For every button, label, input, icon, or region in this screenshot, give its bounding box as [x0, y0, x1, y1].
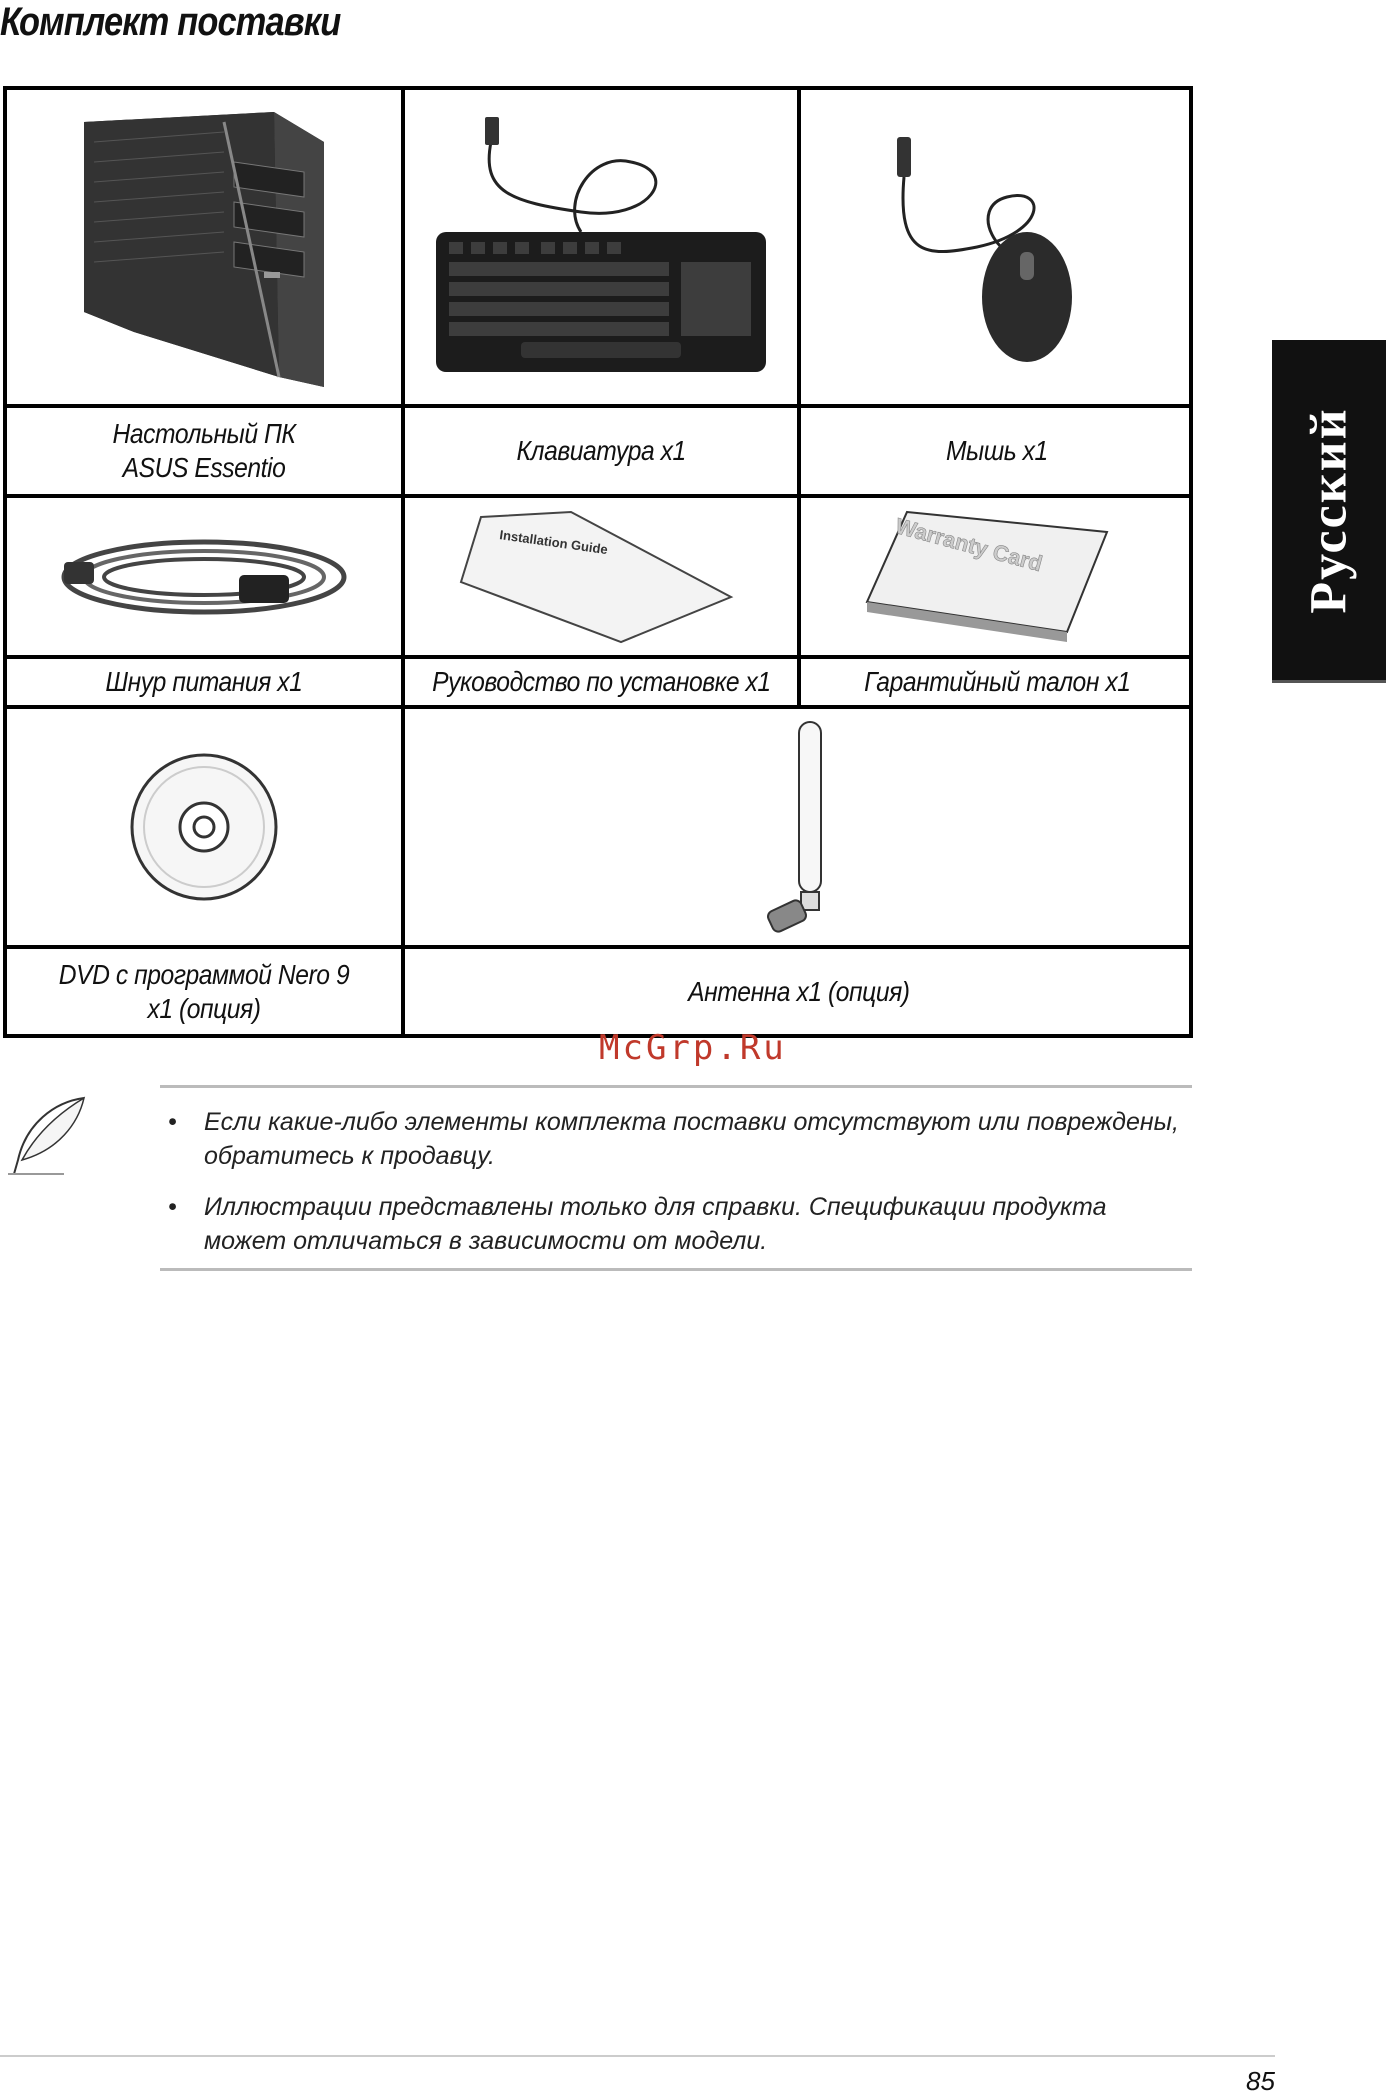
mouse-image-cell [801, 90, 1193, 404]
page-number: 85 [1246, 2066, 1275, 2096]
power-cord-image-cell [7, 498, 401, 655]
installation-guide-icon [441, 507, 761, 647]
keyboard-image-cell [405, 90, 797, 404]
antenna-image-cell [405, 709, 1193, 945]
package-contents-table [3, 86, 1193, 1038]
page-title: Комплект поставки [0, 0, 341, 44]
guide-cover-text: Installation Guide [498, 526, 609, 557]
warranty-cover-text: Warranty Card [892, 512, 1045, 576]
bullet: • [168, 1193, 177, 1221]
install-guide-image-cell [405, 498, 797, 655]
dvd-image-cell [7, 709, 401, 945]
desktop-pc-icon [74, 102, 334, 392]
note-top-rule [160, 1085, 1192, 1088]
language-tab [1272, 340, 1386, 683]
pc-label-cell [7, 408, 401, 494]
warranty-card-icon [847, 507, 1147, 647]
warranty-label: Гарантийный талон x1 [863, 666, 1131, 697]
note-text: Если какие-либо элементы комплекта поставки отсутствуют или повреждены, обратитесь к продавцу. [204, 1108, 1179, 1170]
power-cord-icon [44, 517, 364, 637]
power-cord-label-cell [7, 659, 401, 705]
note-bottom-rule [160, 1268, 1192, 1271]
keyboard-label: Клавиатура x1 [516, 435, 686, 466]
antenna-label: Антенна x1 (опция) [688, 975, 910, 1007]
warranty-image-cell [801, 498, 1193, 655]
keyboard-icon [421, 102, 781, 392]
mouse-label: Мышь x1 [946, 435, 1048, 466]
install-guide-label-cell [405, 659, 797, 705]
dvd-label-cell [7, 949, 401, 1034]
feather-note-icon [4, 1094, 90, 1180]
mouse-icon [867, 117, 1127, 377]
bullet: • [168, 1108, 177, 1136]
dvd-icon [114, 737, 294, 917]
dvd-label: DVD с программой Nero 9 x1 (опция) [58, 958, 350, 1024]
warranty-label-cell [801, 659, 1193, 705]
footer-rule [0, 2055, 1275, 2057]
install-guide-label: Руководство по установке x1 [431, 666, 771, 697]
pc-label: Настольный ПК ASUS Essentio [112, 418, 296, 483]
antenna-icon [759, 717, 839, 937]
antenna-label-cell [405, 949, 1193, 1034]
watermark: McGrp.Ru [599, 1028, 787, 1068]
language-tab-label: Русский [1300, 406, 1358, 614]
keyboard-label-cell [405, 408, 797, 494]
power-cord-label: Шнур питания x1 [105, 666, 303, 697]
note-text: Иллюстрации представлены только для справки. Спецификации продукта может отличаться в зависимости от модели. [204, 1193, 1107, 1255]
mouse-label-cell [801, 408, 1193, 494]
pc-image-cell [7, 90, 401, 404]
